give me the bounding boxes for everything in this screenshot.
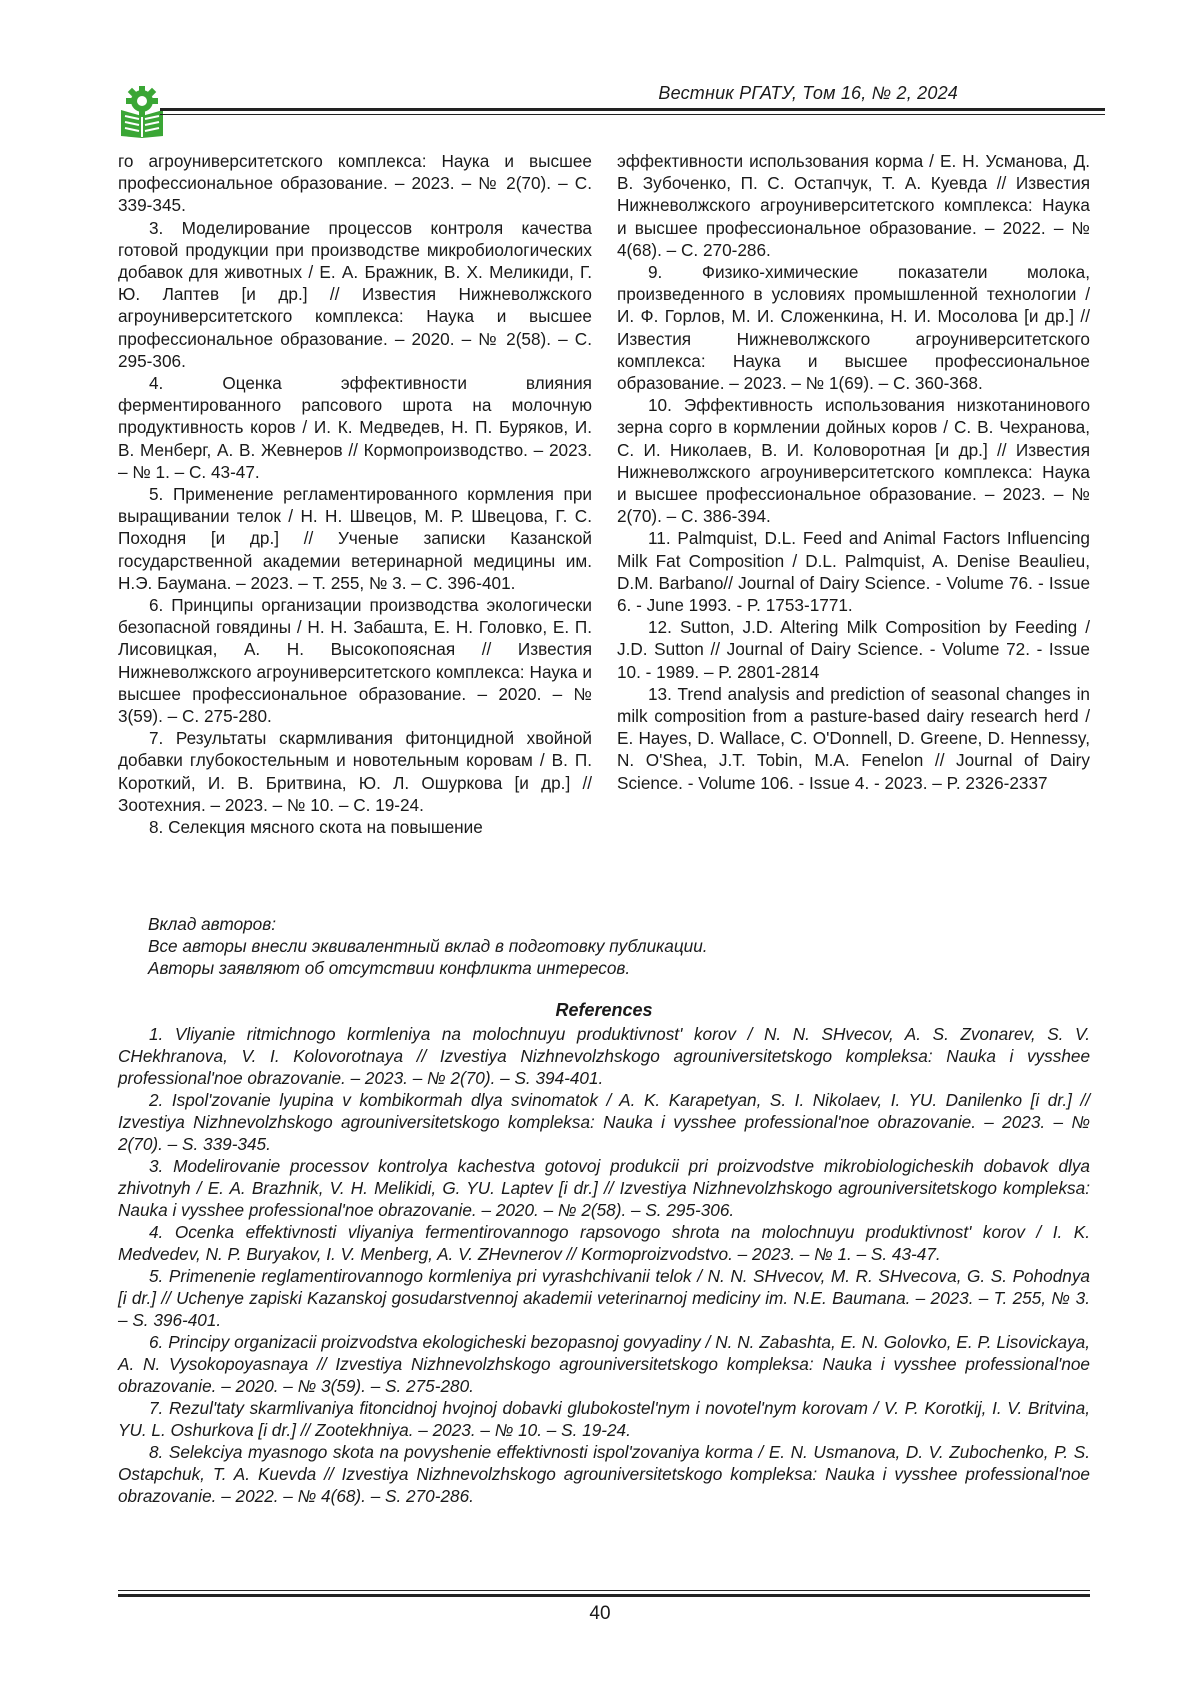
reference-item: 12. Sutton, J.D. Altering Milk Composition by Feeding / J.D. Sutton // Journal of Dairy Science. - Volume 72. - Issue 10. - 1989. – P. 2801-2814 (617, 617, 1090, 682)
book-gear-logo-icon (117, 86, 167, 138)
reference-item: 3. Моделирование процессов контроля качества готовой продукции при производстве микробиологических добавок для животных / Е. А. Бражник, В. Х. Меликиди, Г. Ю. Лаптев [и др.] // Известия Нижневолжского агроуниверситетского комплекса: Наука и высшее профессиональное образование. – 2020. – № 2(58). – С. 295-306. (118, 217, 592, 371)
reference-item: 6. Принципы организации производства экологически безопасной говядины / Н. Н. Забашта, Е. Н. Головко, Е. П. Лисовицкая, А. Н. Высокопоясная // Известия Нижневолжского агроуниверситетского комплекса: Наука и высшее профессиональное образование. – 2020. – № 3(59). – С. 275-280. (118, 595, 592, 727)
page-number: 40 (589, 1603, 611, 1624)
conflict-statement: Авторы заявляют об отсутствии конфликта интересов. (148, 958, 631, 978)
reference-continuation: эффективности использования корма / Е. Н. Усманова, Д. В. Зубоченко, П. С. Остапчук, Т. А. Куевда // Известия Нижневолжского агроуниверситетского комплекса: Наука и высшее профессиональное образование. – 2022. – № 4(68). – С. 270-286. (617, 151, 1090, 260)
journal-logo (117, 86, 167, 138)
reference-item: 5. Применение регламентированного кормления при выращивании телок / Н. Н. Швецов, М. Р. Швецова, Г. С. Походня [и др.] // Ученые записки Казанской государственной академии ветеринарной медицины им. Н.Э. Баумана. – 2023. – Т. 255, № 3. – С. 396-401. (118, 484, 592, 593)
right-column (617, 150, 1090, 794)
reference-translit: 5. Primenenie reglamentirovannogo kormleniya pri vyrashchivanii telok / N. N. SHvecov, M. R. SHvecova, G. S. Pohodnya [i dr.] // Uchenye zapiski Kazanskoj gosudarstvennoj akademii veterinarnoj mediciny im. N.E. Baumana. – 2023. – T. 255, № 3. – S. 396-401. (118, 1266, 1090, 1330)
reference-continuation: го агроуниверситетского комплекса: Наука и высшее профессиональное образование. – 2023. – № 2(70). – С. 339-345. (118, 151, 592, 216)
reference-item: 11. Palmquist, D.L. Feed and Animal Factors Influencing Milk Fat Composition / D.L. Palmquist, A. Denise Beaulieu, D.M. Barbano// Journal of Dairy Science. - Volume 76. - Issue 6. - June 1993. - P. 1753-1771. (617, 528, 1090, 616)
reference-translit: 3. Modelirovanie processov kontrolya kachestva gotovoj produkcii pri proizvodstve mikrobiologicheskih dobavok dlya zhivotnyh / E. A. Brazhnik, V. H. Melikidi, G. YU. Laptev [i dr.] // Izvestiya Nizhnevolzhskogo agrouniversitetskogo kompleksa: Nauka i vysshee professional'noe obrazovanie. – 2020. – № 2(58). – S. 295-306. (118, 1156, 1090, 1220)
reference-translit: 1. Vliyanie ritmichnogo kormleniya na molochnuyu produktivnost' korov / N. N. SHvecov, A. S. Zvonarev, S. V. CHekhranova, V. I. Kolovorotnaya // Izvestiya Nizhnevolzhskogo agrouniversitetskogo kompleksa: Nauka i vysshee professional'noe obrazovanie. – 2023. – № 2(70). – S. 394-401. (118, 1024, 1090, 1088)
reference-item: 4. Оценка эффективности влияния ферментированного рапсового шрота на молочную продуктивность коров / И. К. Медведев, Н. П. Буряков, И. В. Менберг, А. В. Жевнеров // Кормопроизводство. – 2023. – № 1. – С. 43-47. (118, 373, 592, 482)
reference-item: 13. Trend analysis and prediction of seasonal changes in milk composition from a pasture-based dairy research herd / E. Hayes, D. Wallace, C. O'Donnell, D. Greene, D. Hennessy, N. O'Shea, J.T. Tobin, M.A. Fenelon // Journal of Dairy Science. - Volume 106. - Issue 4. - 2023. – P. 2326-2337 (617, 683, 1090, 793)
footer-rule (118, 1594, 1090, 1597)
reference-item: 7. Результаты скармливания фитонцидной хвойной добавки глубокостельным и новотельным коровам / В. П. Короткий, И. В. Бритвина, Ю. Л. Ошуркова [и др.] // Зоотехния. – 2023. – № 10. – С. 19-24. (118, 728, 592, 815)
reference-item: 9. Физико-химические показатели молока, произведенного в условиях промышленной технологии / И. Ф. Горлов, М. И. Сложенкина, Н. И. Мосолова [и др.] // Известия Нижневолжского агроуниверситетского комплекса: Наука и высшее профессиональное образование. – 2023. – № 1(69). – С. 360-368. (617, 262, 1090, 394)
journal-header: Вестник РГАТУ, Том 16, № 2, 2024 (658, 83, 958, 103)
references-title: References (555, 1000, 653, 1020)
reference-translit: 7. Rezul'taty skarmlivaniya fitoncidnoj hvojnoj dobavki glubokostel'nym i novotel'nym korovam / V. P. Korotkij, I. V. Britvina, YU. L. Oshurkova [i dr.] // Zootekhniya. – 2023. – № 10. – S. 19-24. (118, 1398, 1090, 1440)
reference-item: 8. Селекция мясного скота на повышение (149, 817, 483, 838)
reference-item: 10. Эффективность использования низкотанинового зерна сорго в кормлении дойных коров / С. В. Чехранова, С. И. Николаев, В. И. Коловоротная [и др.] // Известия Нижневолжского агроуниверситетского комплекса: Наука и высшее профессиональное образование. – 2023. – № 2(70). – С. 386-394. (617, 395, 1090, 527)
header-rule-thin (160, 114, 1105, 115)
reference-translit: 2. Ispol'zovanie lyupina v kombikormah dlya svinomatok / A. K. Karapetyan, S. I. Nikolaev, I. YU. Danilenko [i dr.] // Izvestiya Nizhnevolzhskogo agrouniversitetskogo kompleksa: Nauka i vysshee professional'noe obrazovanie. – 2023. – № 2(70). – S. 339-345. (118, 1090, 1090, 1154)
header-rule (160, 108, 1105, 111)
author-contribution (148, 913, 708, 979)
footer-rule-thin (118, 1590, 1090, 1591)
reference-translit: 6. Principy organizacii proizvodstva ekologicheski bezopasnoj govyadiny / N. N. Zabashta, E. N. Golovko, E. P. Lisovickaya, A. N. Vysokopoyasnaya // Izvestiya Nizhnevolzhskogo agrouniversitetskogo kompleksa: Nauka i vysshee professional'noe obrazovanie. – 2020. – № 3(59). – S. 275-280. (118, 1332, 1090, 1396)
contribution-title: Вклад авторов: (148, 914, 276, 934)
reference-translit: 4. Ocenka effektivnosti vliyaniya fermentirovannogo rapsovogo shrota na molochnuyu produktivnost' korov / I. K. Medvedev, N. P. Buryakov, I. V. Menberg, A. V. ZHevnerov // Kormoproizvodstvo. – 2023. – № 1. – S. 43-47. (118, 1222, 1090, 1264)
references-list (118, 1023, 1090, 1507)
reference-translit: 8. Selekciya myasnogo skota na povyshenie effektivnosti ispol'zovaniya korma / E. N. Usmanova, D. V. Zubochenko, P. S. Ostapchuk, T. A. Kuevda // Izvestiya Nizhnevolzhskogo agrouniversitetskogo kompleksa: Nauka i vysshee professional'noe obrazovanie. – 2022. – № 4(68). – S. 270-286. (118, 1442, 1090, 1506)
contribution-line: Все авторы внесли эквивалентный вклад в подготовку публикации. (148, 936, 708, 956)
left-column (118, 150, 592, 838)
